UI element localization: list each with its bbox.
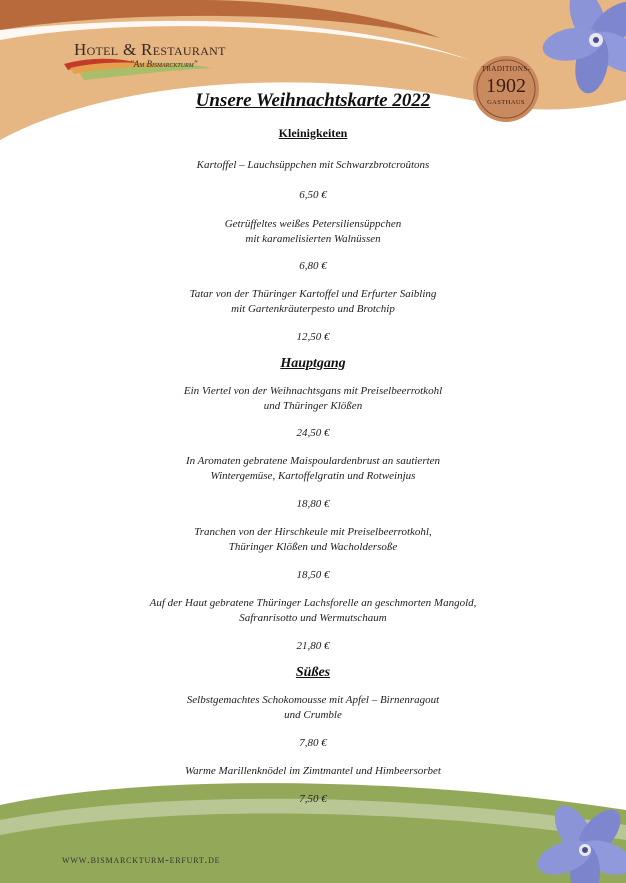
menu-item: Wintergemüse, Kartoffelgratin und Rotweinjus — [210, 470, 416, 482]
menu-item: und Thüringer Klößen — [263, 400, 363, 412]
menu-item-price: 7,50 € — [299, 793, 327, 805]
seal-top-text: TRADITIONS- — [481, 65, 531, 73]
menu-item-price: 6,80 € — [299, 260, 327, 272]
menu-item: Safranrisotto und Wermutschaum — [239, 612, 387, 624]
footer-website-link[interactable]: www.bismarckturm-erfurt.de — [62, 854, 221, 866]
section-heading-suesses: Süßes — [295, 665, 331, 680]
menu-item: Kartoffel – Lauchsüppchen mit Schwarzbrotcroûtons — [196, 159, 430, 171]
menu-item: Tranchen von der Hirschkeule mit Preiselbeerrotkohl, — [194, 526, 432, 538]
page-title: Unsere Weihnachtskarte 2022 — [195, 90, 431, 111]
seal-bottom-text: GASTHAUS — [487, 99, 525, 106]
menu-item-price: 18,80 € — [296, 498, 330, 510]
hotel-logo — [62, 38, 242, 88]
logo-title: Hotel & Restaurant — [74, 40, 226, 59]
menu-item: mit karamelisierten Walnüssen — [245, 233, 381, 245]
menu-item: Ein Viertel von der Weihnachtsgans mit Preiselbeerrotkohl — [183, 385, 443, 397]
menu-item: Tatar von der Thüringer Kartoffel und Erfurter Saibling — [189, 288, 437, 300]
menu-item-price: 12,50 € — [296, 331, 330, 343]
menu-item: Thüringer Klößen und Wacholdersoße — [228, 541, 398, 553]
menu-item: und Crumble — [284, 709, 342, 721]
logo-subtitle: "Am Bismarckturm" — [130, 59, 198, 69]
menu-item-price: 6,50 € — [299, 189, 327, 201]
menu-item: Auf der Haut gebratene Thüringer Lachsforelle an geschmorten Mangold, — [149, 597, 477, 609]
menu-item-price: 18,50 € — [296, 569, 330, 581]
menu-item: Selbstgemachtes Schokomousse mit Apfel – Birnenragout — [186, 694, 440, 706]
section-heading-kleinigkeiten: Kleinigkeiten — [278, 126, 348, 140]
menu-item-price: 7,80 € — [299, 737, 327, 749]
menu-body — [0, 126, 626, 805]
seal-year: 1902 — [486, 75, 526, 97]
menu-item: Getrüffeltes weißes Petersiliensüppchen — [224, 218, 402, 230]
menu-item: mit Gartenkräuterpesto und Brotchip — [231, 303, 395, 315]
seal-badge-icon — [472, 55, 540, 123]
menu-item-price: 24,50 € — [296, 427, 330, 439]
menu-item: Warme Marillenknödel im Zimtmantel und Himbeersorbet — [185, 765, 441, 777]
menu-item: In Aromaten gebratene Maispoulardenbrust an sautierten — [185, 455, 441, 467]
menu-item-price: 21,80 € — [296, 640, 330, 652]
section-heading-hauptgang: Hauptgang — [280, 356, 346, 371]
